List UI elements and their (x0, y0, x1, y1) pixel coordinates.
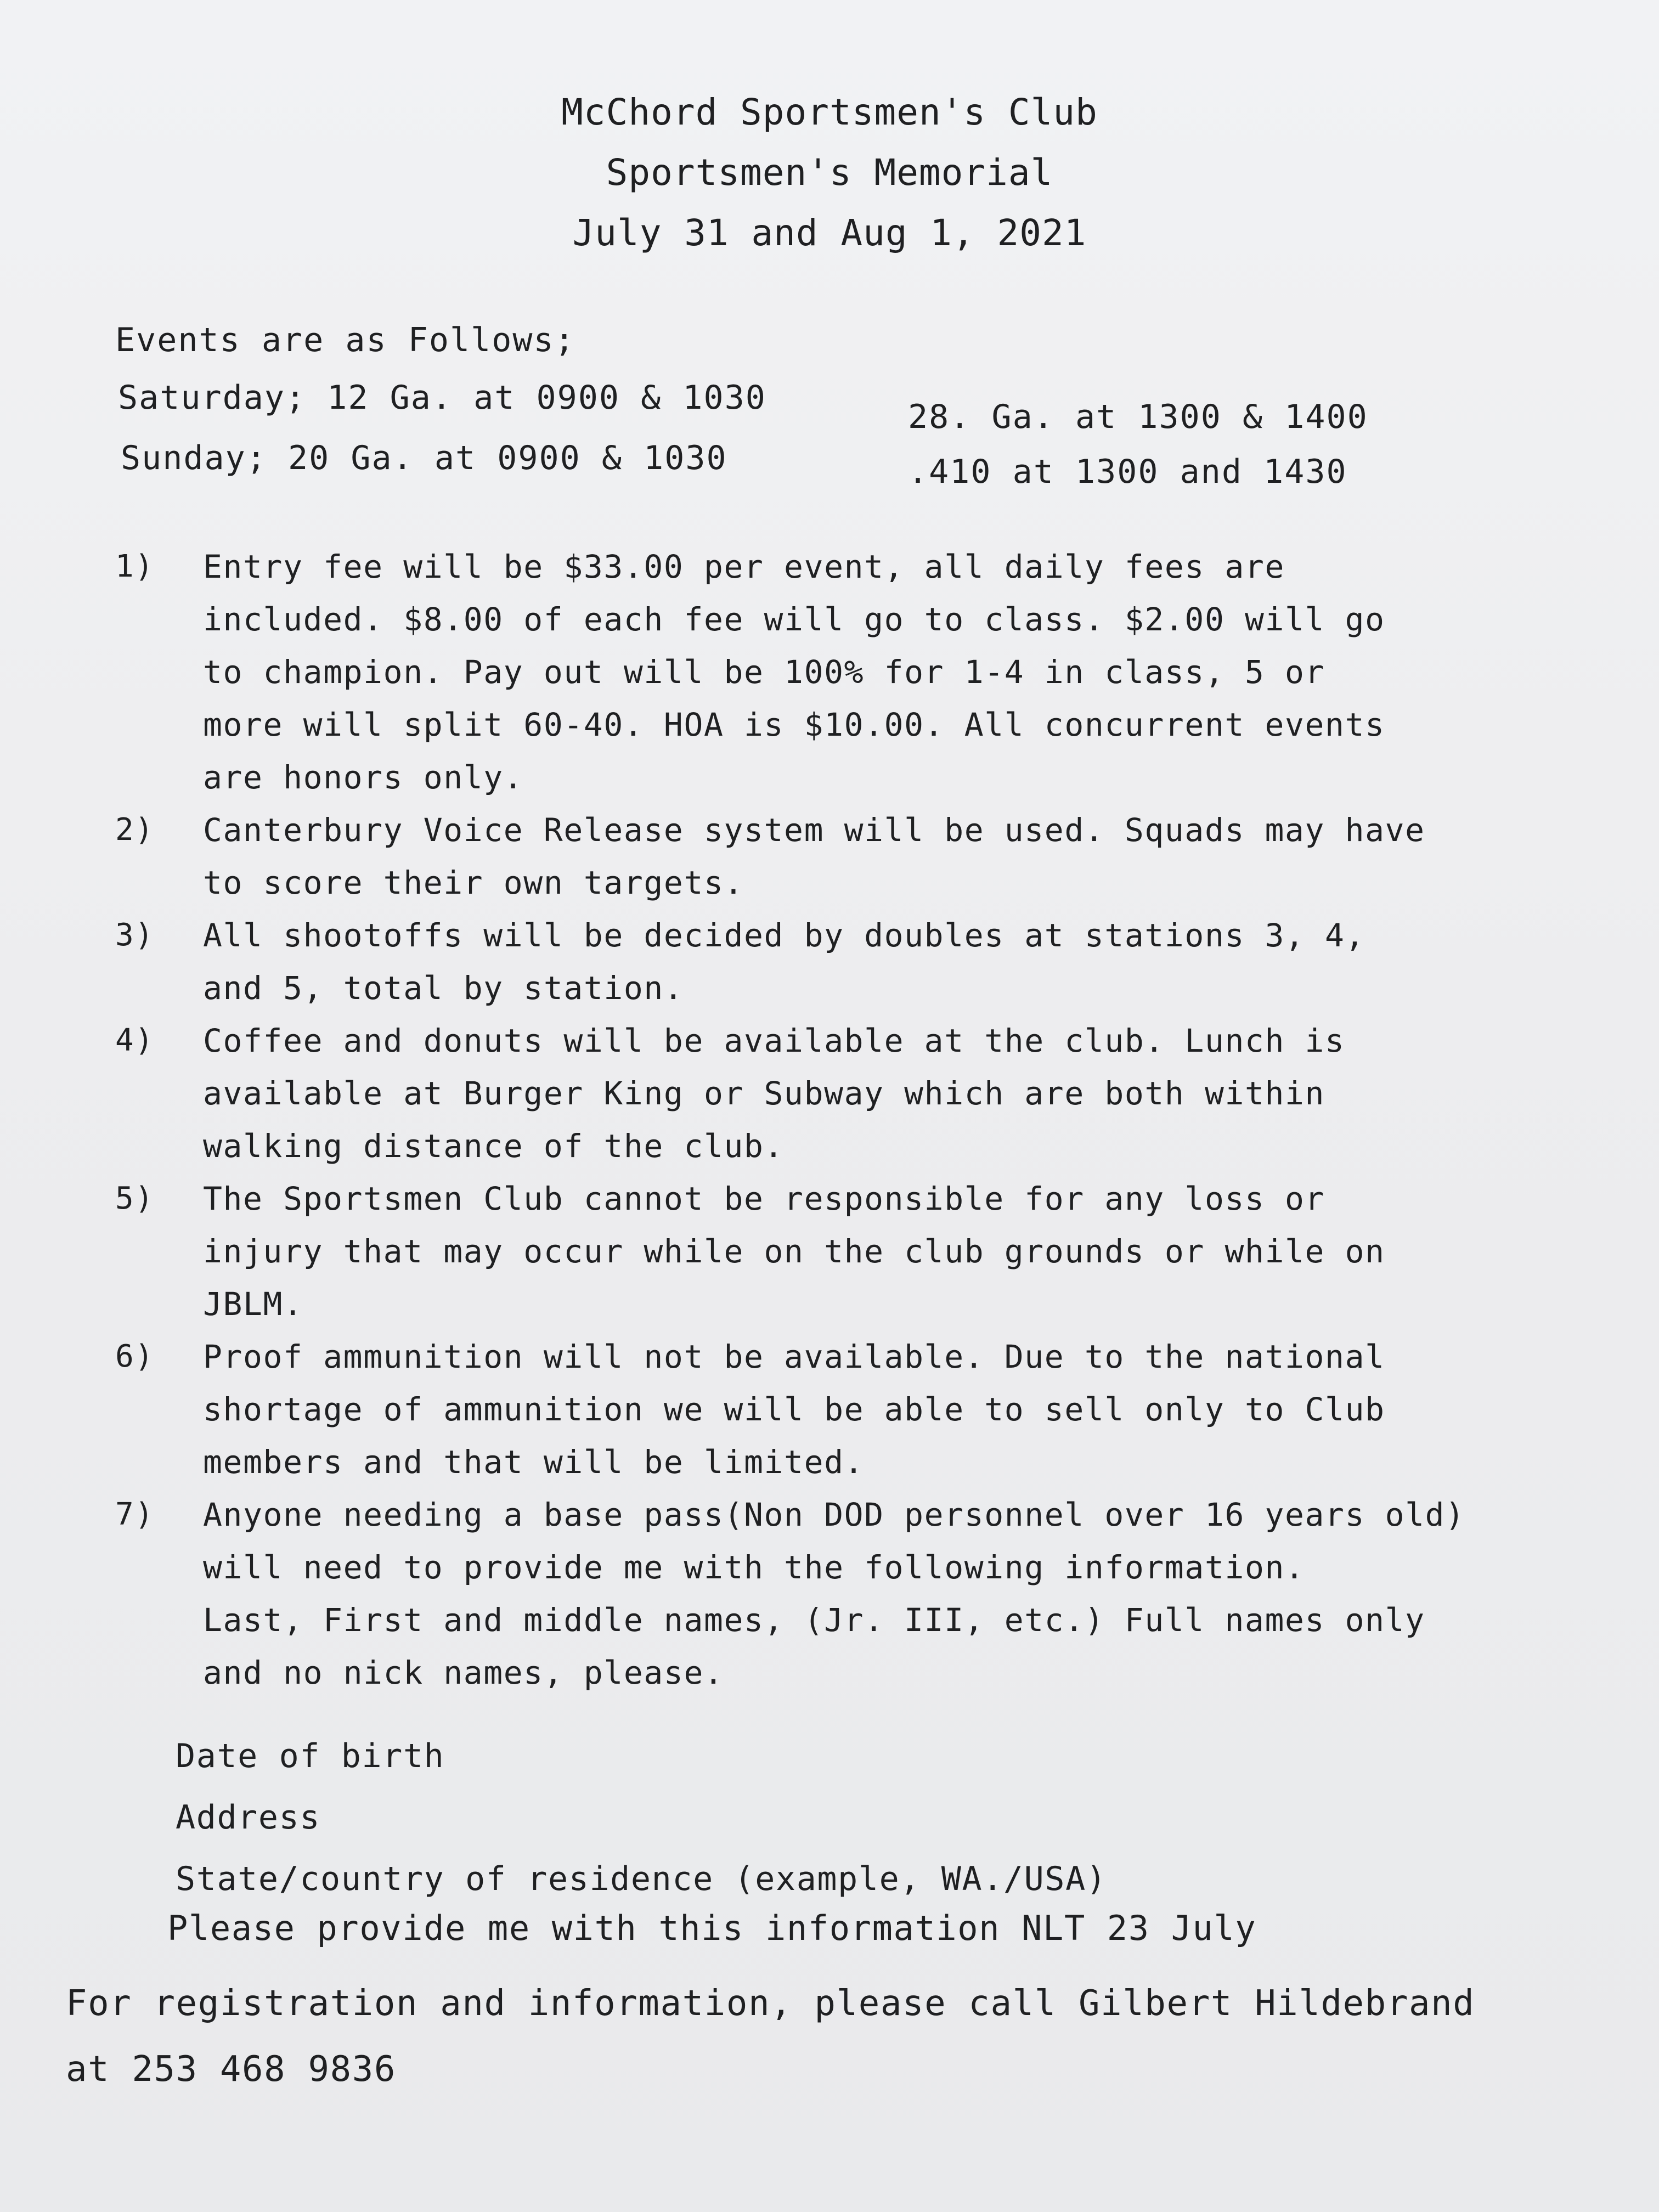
item-number: 5) (115, 1181, 155, 1216)
contact-info (66, 1971, 1475, 2102)
list-item (115, 909, 1564, 1014)
item-line: The Sportsmen Club cannot be responsible for any loss or (203, 1180, 1325, 1217)
deadline-notice: Please provide me with this information NLT 23 July (167, 1908, 1257, 1948)
required-info-list (176, 1725, 1107, 1910)
item-line: Entry fee will be $33.00 per event, all daily fees are (203, 548, 1285, 585)
item-number: 1) (115, 549, 155, 584)
contact-phone: at 253 468 9836 (66, 2049, 396, 2090)
saturday-morning-events: Saturday; 12 Ga. at 0900 & 1030 (118, 379, 766, 417)
item-line: more will split 60-40. HOA is $10.00. All concurrent events (203, 706, 1385, 743)
item-line: and no nick names, please. (203, 1654, 724, 1691)
list-item (115, 1172, 1564, 1330)
club-name: McChord Sportsmen's Club (561, 91, 1098, 133)
event-title: Sportsmen's Memorial (606, 151, 1053, 194)
item-number: 7) (115, 1497, 155, 1532)
list-item (115, 540, 1564, 804)
item-line: Coffee and donuts will be available at the club. Lunch is (203, 1022, 1345, 1059)
info-date-of-birth: Date of birth (176, 1737, 445, 1775)
item-line: to champion. Pay out will be 100% for 1-4 in class, 5 or (203, 653, 1325, 691)
info-address: Address (176, 1798, 321, 1837)
rules-list (115, 540, 1564, 1699)
contact-line: For registration and information, please call Gilbert Hildebrand (66, 1983, 1475, 2024)
item-line: available at Burger King or Subway which are both within (203, 1075, 1325, 1112)
item-line: members and that will be limited. (203, 1443, 865, 1481)
item-line: injury that may occur while on the club grounds or while on (203, 1233, 1385, 1270)
list-item (115, 1330, 1564, 1488)
list-item (115, 804, 1564, 909)
item-line: Last, First and middle names, (Jr. III, etc.) Full names only (203, 1601, 1425, 1639)
item-number: 3) (115, 917, 155, 953)
event-dates: July 31 and Aug 1, 2021 (572, 212, 1087, 254)
sunday-morning-events: Sunday; 20 Ga. at 0900 & 1030 (121, 439, 727, 477)
item-text (203, 909, 1564, 1014)
item-text (203, 540, 1564, 804)
item-text (203, 1488, 1564, 1699)
item-text (203, 804, 1564, 909)
item-line: to score their own targets. (203, 864, 744, 901)
item-line: included. $8.00 of each fee will go to class. $2.00 will go (203, 601, 1385, 638)
schedule-intro: Events are as Follows; (115, 321, 575, 359)
item-line: walking distance of the club. (203, 1127, 785, 1165)
item-text (203, 1172, 1564, 1330)
item-text (203, 1330, 1564, 1488)
item-line: Anyone needing a base pass(Non DOD personnel over 16 years old) (203, 1496, 1465, 1533)
saturday-afternoon-events: 28. Ga. at 1300 & 1400 (908, 398, 1368, 436)
item-line: JBLM. (203, 1285, 303, 1323)
item-line: will need to provide me with the following information. (203, 1549, 1305, 1586)
list-item (115, 1488, 1564, 1699)
item-line: are honors only. (203, 759, 524, 796)
list-item (115, 1014, 1564, 1172)
item-text (203, 1014, 1564, 1172)
flyer-header (0, 82, 1659, 263)
item-number: 4) (115, 1023, 155, 1058)
item-line: All shootoffs will be decided by doubles at stations 3, 4, (203, 917, 1365, 954)
item-line: and 5, total by station. (203, 969, 684, 1007)
info-residence: State/country of residence (example, WA./USA) (176, 1860, 1107, 1898)
item-number: 2) (115, 812, 155, 848)
item-line: Proof ammunition will not be available. Due to the national (203, 1338, 1385, 1375)
sunday-afternoon-events: .410 at 1300 and 1430 (908, 453, 1347, 491)
item-number: 6) (115, 1339, 155, 1374)
item-line: shortage of ammunition we will be able to sell only to Club (203, 1391, 1385, 1428)
item-line: Canterbury Voice Release system will be used. Squads may have (203, 811, 1425, 849)
